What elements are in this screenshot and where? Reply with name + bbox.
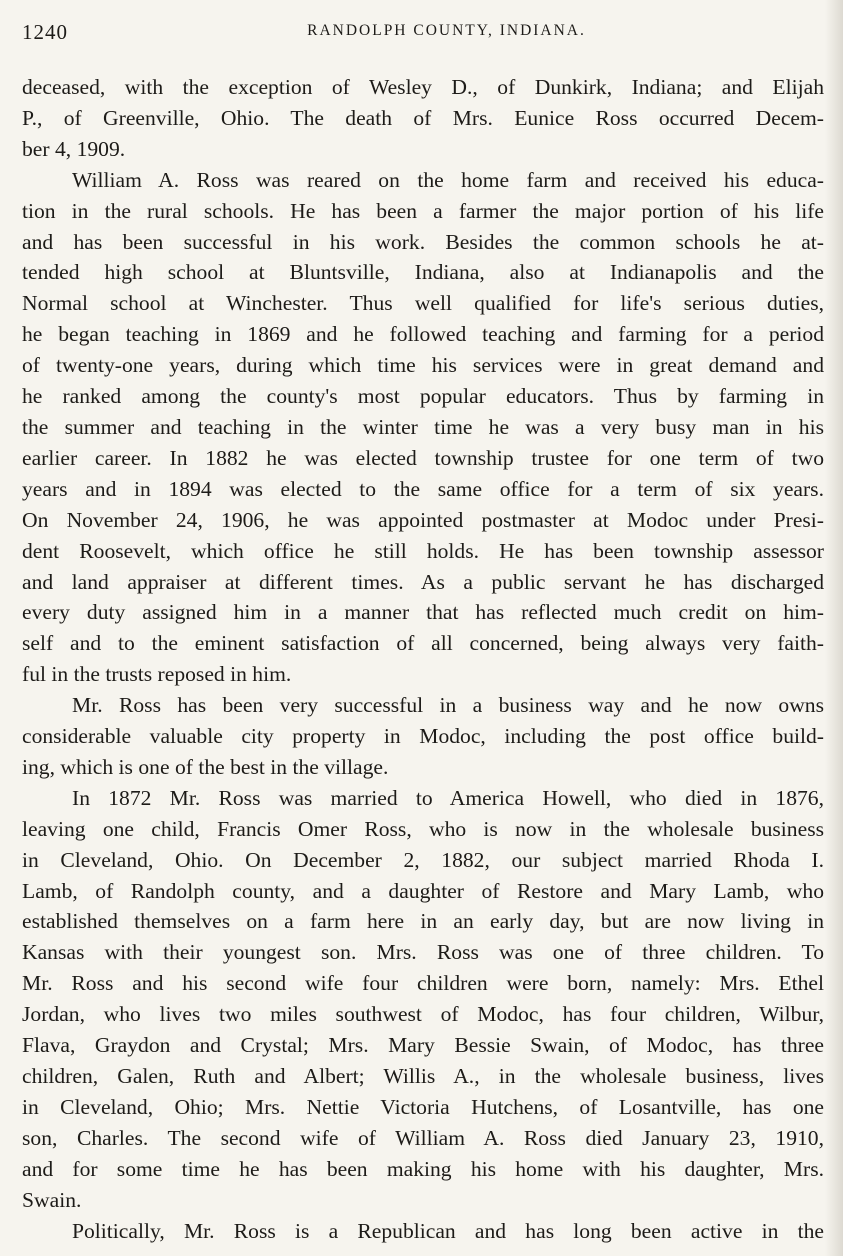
text-line: son, Charles. The second wife of William A. Ross died January 23, 1910, <box>22 1125 824 1150</box>
text-line: ing, which is one of the best in the village. <box>22 754 389 779</box>
running-head: RANDOLPH COUNTY, INDIANA. <box>307 22 586 39</box>
text-line: On November 24, 1906, he was appointed postmaster at Modoc under Presi- <box>22 507 824 532</box>
text-line: tended high school at Bluntsville, Indiana, also at Indianapolis and the <box>22 260 824 285</box>
text-line: Swain. <box>22 1187 82 1212</box>
page-header <box>22 20 821 48</box>
body-text <box>22 72 824 1246</box>
text-line: earlier career. In 1882 he was elected township trustee for one term of two <box>22 445 824 470</box>
text-line: ber 4, 1909. <box>22 136 126 161</box>
text-line: Normal school at Winchester. Thus well qualified for life's serious duties, <box>22 291 824 316</box>
text-line: Flava, Graydon and Crystal; Mrs. Mary Bessie Swain, of Modoc, has three <box>22 1033 824 1058</box>
text-line: In 1872 Mr. Ross was married to America Howell, who died in 1876, <box>72 785 824 810</box>
text-line: established themselves on a farm here in an early day, but are now living in <box>22 909 824 934</box>
text-line: in Cleveland, Ohio. On December 2, 1882, our subject married Rhoda I. <box>22 847 824 872</box>
text-line: in Cleveland, Ohio; Mrs. Nettie Victoria Hutchens, of Losantville, has one <box>22 1094 824 1119</box>
text-line: and has been successful in his work. Besides the common schools he at- <box>22 229 824 254</box>
page-number: 1240 <box>22 20 68 44</box>
text-line: self and to the eminent satisfaction of all concerned, being always very faith- <box>22 631 824 656</box>
text-line: William A. Ross was reared on the home farm and received his educa- <box>72 167 824 192</box>
text-line: children, Galen, Ruth and Albert; Willis A., in the wholesale business, lives <box>22 1064 824 1088</box>
text-line: and land appraiser at different times. As a public servant he has discharged <box>22 569 824 594</box>
text-line: Jordan, who lives two miles southwest of Modoc, has four children, Wilbur, <box>22 1002 824 1027</box>
text-line: Politically, Mr. Ross is a Republican and has long been active in the <box>72 1218 824 1243</box>
text-line: deceased, with the exception of Wesley D., of Dunkirk, Indiana; and Elijah <box>22 75 824 99</box>
text-line: the summer and teaching in the winter time he was a very busy man in his <box>22 414 824 439</box>
text-line: he began teaching in 1869 and he followed teaching and farming for a period <box>22 322 824 347</box>
text-line: years and in 1894 was elected to the same office for a term of six years. <box>22 476 824 501</box>
text-line: leaving one child, Francis Omer Ross, who is now in the wholesale business <box>22 816 824 841</box>
text-line: Mr. Ross and his second wife four children were born, namely: Mrs. Ethel <box>22 971 824 996</box>
text-line: Mr. Ross has been very successful in a business way and he now owns <box>72 693 824 718</box>
text-line: ful in the trusts reposed in him. <box>22 662 292 687</box>
text-line: every duty assigned him in a manner that has reflected much credit on him- <box>22 600 824 625</box>
text-line: considerable valuable city property in Modoc, including the post office build- <box>22 724 824 749</box>
text-line: dent Roosevelt, which office he still holds. He has been township assessor <box>22 538 824 563</box>
text-line: Lamb, of Randolph county, and a daughter of Restore and Mary Lamb, who <box>22 878 824 903</box>
text-line: of twenty-one years, during which time his services were in great demand and <box>22 353 824 378</box>
page-edge-shadow <box>825 0 843 1256</box>
text-line: he ranked among the county's most popular educators. Thus by farming in <box>22 384 824 409</box>
text-line: Kansas with their youngest son. Mrs. Ross was one of three children. To <box>22 940 824 965</box>
text-line: tion in the rural schools. He has been a farmer the major portion of his life <box>22 198 824 223</box>
text-line: P., of Greenville, Ohio. The death of Mrs. Eunice Ross occurred Decem- <box>22 105 824 130</box>
text-line: and for some time he has been making his home with his daughter, Mrs. <box>22 1156 824 1181</box>
